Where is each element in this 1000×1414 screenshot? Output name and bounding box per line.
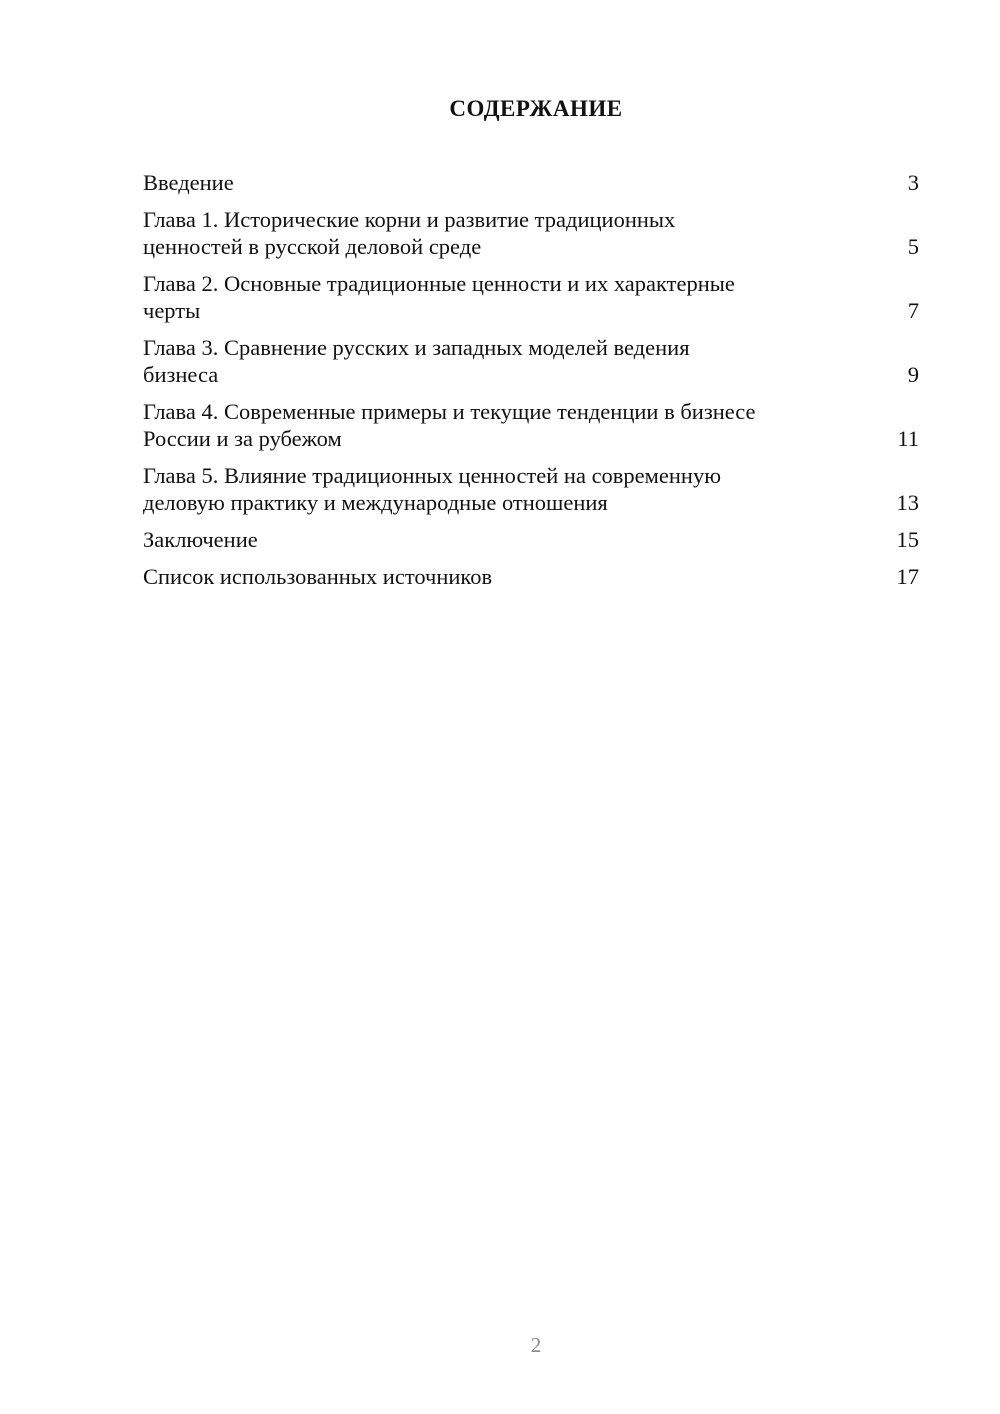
- toc-entry-line: Глава 5. Влияние традиционных ценностей на современную: [143, 463, 722, 488]
- toc-entry-chapter-2[interactable]: [143, 270, 919, 324]
- toc-entry-page: 7: [907, 298, 919, 323]
- toc-entry-label: [143, 169, 234, 196]
- toc-entry-chapter-3[interactable]: [143, 334, 919, 388]
- toc-entry-line: Список использованных источников: [143, 564, 493, 589]
- toc-entry-line: России и за рубежом: [143, 426, 342, 451]
- toc-entry-introduction[interactable]: [143, 169, 919, 196]
- toc-entry-chapter-4[interactable]: [143, 398, 919, 452]
- toc-entry-chapter-1[interactable]: [143, 206, 919, 260]
- toc-entry-line: Глава 2. Основные традиционные ценности и их характерные: [143, 271, 735, 296]
- toc-title: СОДЕРЖАНИЕ: [449, 96, 623, 121]
- toc-entry-line: деловую практику и международные отношения: [143, 490, 608, 515]
- toc-entry-line: Введение: [143, 170, 234, 195]
- toc-entry-references[interactable]: [143, 563, 919, 590]
- toc-entry-label: [143, 334, 690, 388]
- toc-entry-label: [143, 563, 492, 590]
- toc-list: [143, 169, 919, 590]
- toc-entry-page: 3: [907, 170, 919, 195]
- toc-entry-page: 17: [896, 564, 919, 589]
- toc-entry-chapter-5[interactable]: [143, 462, 919, 516]
- toc-entry-line: ценностей в русской деловой среде: [143, 234, 482, 259]
- toc-entry-page: 5: [907, 234, 919, 259]
- toc-entry-label: [143, 462, 721, 516]
- toc-entry-line: Заключение: [143, 527, 258, 552]
- toc-entry-label: [143, 206, 675, 260]
- toc-entry-line: бизнеса: [143, 362, 219, 387]
- toc-entry-conclusion[interactable]: [143, 526, 919, 553]
- toc-entry-page: 13: [896, 490, 919, 515]
- toc-entry-page: 15: [896, 527, 919, 552]
- toc-entry-page: 9: [907, 362, 919, 387]
- toc-entry-line: Глава 4. Современные примеры и текущие тенденции в бизнесе: [143, 399, 756, 424]
- toc-entry-label: [143, 270, 735, 324]
- toc-entry-label: [143, 526, 258, 553]
- toc-entry-line: Глава 3. Сравнение русских и западных моделей ведения: [143, 335, 690, 360]
- toc-entry-page: 11: [897, 426, 919, 451]
- toc-entry-line: Глава 1. Исторические корни и развитие традиционных: [143, 207, 676, 232]
- toc-entry-line: черты: [143, 298, 201, 323]
- page-number: 2: [530, 1333, 542, 1357]
- toc-entry-label: [143, 398, 756, 452]
